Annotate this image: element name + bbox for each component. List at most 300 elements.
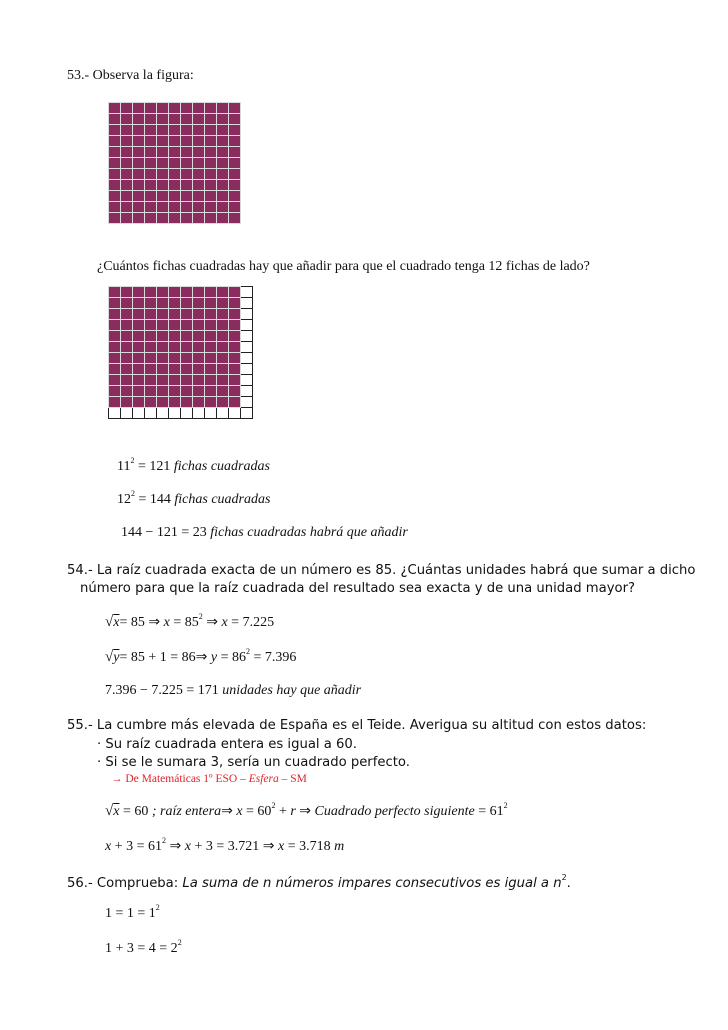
filled-tile [109, 147, 121, 158]
filled-tile [205, 180, 217, 191]
filled-tile [193, 342, 205, 353]
filled-tile [205, 298, 217, 309]
filled-tile [145, 125, 157, 136]
empty-tile [241, 397, 253, 408]
filled-tile [109, 386, 121, 397]
grid-row [109, 202, 241, 213]
grid-row [109, 342, 253, 353]
equation-sum-2: $1 + 3 = 4 = 2^2$ [105, 938, 182, 956]
filled-tile [121, 213, 133, 224]
filled-tile [205, 287, 217, 298]
filled-tile [205, 147, 217, 158]
filled-tile [169, 103, 181, 114]
empty-tile [241, 342, 253, 353]
filled-tile [181, 364, 193, 375]
filled-tile [109, 309, 121, 320]
filled-tile [205, 136, 217, 147]
filled-tile [145, 353, 157, 364]
empty-tile [241, 298, 253, 309]
grid-row [109, 375, 253, 386]
filled-tile [205, 397, 217, 408]
filled-tile [145, 342, 157, 353]
filled-tile [121, 169, 133, 180]
filled-tile [157, 180, 169, 191]
filled-tile [205, 364, 217, 375]
filled-tile [145, 169, 157, 180]
filled-tile [193, 103, 205, 114]
filled-tile [193, 213, 205, 224]
filled-tile [145, 213, 157, 224]
filled-tile [217, 180, 229, 191]
grid-row [109, 158, 241, 169]
grid-row [109, 180, 241, 191]
filled-tile [217, 147, 229, 158]
filled-tile [181, 397, 193, 408]
filled-tile [157, 125, 169, 136]
filled-tile [193, 364, 205, 375]
filled-tile [205, 331, 217, 342]
filled-tile [133, 136, 145, 147]
filled-tile [169, 331, 181, 342]
filled-tile [217, 191, 229, 202]
filled-tile [109, 125, 121, 136]
filled-tile [229, 331, 241, 342]
filled-tile [145, 158, 157, 169]
empty-tile [241, 287, 253, 298]
filled-tile [169, 114, 181, 125]
filled-tile [217, 169, 229, 180]
filled-tile [217, 114, 229, 125]
filled-tile [205, 320, 217, 331]
filled-tile [157, 386, 169, 397]
filled-tile [217, 353, 229, 364]
filled-tile [229, 386, 241, 397]
filled-tile [169, 213, 181, 224]
equation-sum-1: $1 = 1 = 1^2$ [105, 903, 160, 921]
filled-tile [205, 309, 217, 320]
filled-tile [133, 375, 145, 386]
filled-tile [157, 103, 169, 114]
filled-tile [133, 364, 145, 375]
filled-tile [169, 309, 181, 320]
filled-tile [157, 331, 169, 342]
filled-tile [217, 320, 229, 331]
filled-tile [181, 298, 193, 309]
filled-tile [181, 158, 193, 169]
filled-tile [217, 103, 229, 114]
grid-row [109, 386, 253, 397]
filled-tile [109, 287, 121, 298]
filled-tile [169, 191, 181, 202]
filled-tile [229, 202, 241, 213]
filled-tile [205, 191, 217, 202]
grid-row [109, 364, 253, 375]
filled-tile [229, 103, 241, 114]
empty-tile [241, 331, 253, 342]
problem-55-line1: 55.- La cumbre más elevada de España es el Teide. Averigua su altitud con estos datos: [67, 718, 647, 733]
problem-54-line2: número para que la raíz cuadrada del resultado sea exacta y de una unidad mayor? [80, 581, 636, 596]
filled-tile [229, 375, 241, 386]
filled-tile [109, 213, 121, 224]
grid-row [109, 169, 241, 180]
grid-11x11-figure [108, 102, 241, 224]
filled-tile [121, 309, 133, 320]
grid-row [109, 408, 253, 419]
filled-tile [169, 158, 181, 169]
filled-tile [217, 298, 229, 309]
filled-tile [109, 202, 121, 213]
filled-tile [133, 287, 145, 298]
filled-tile [169, 136, 181, 147]
filled-tile [121, 298, 133, 309]
filled-tile [217, 158, 229, 169]
filled-tile [109, 331, 121, 342]
filled-tile [133, 125, 145, 136]
filled-tile [217, 364, 229, 375]
filled-tile [157, 320, 169, 331]
source-reference: → De Matemáticas 1º ESO – Esfera – SM [111, 773, 307, 785]
filled-tile [217, 331, 229, 342]
filled-tile [157, 364, 169, 375]
empty-tile [121, 408, 133, 419]
filled-tile [169, 386, 181, 397]
filled-tile [193, 386, 205, 397]
grid-12x12-figure [108, 286, 253, 419]
equation-integer-root: √x = 60 ; raíz entera⇒ $x = 60^2 + r$ ⇒ Cuadrado perfecto siguiente = $61^2$ [105, 801, 508, 819]
filled-tile [205, 386, 217, 397]
filled-tile [181, 180, 193, 191]
filled-tile [229, 114, 241, 125]
filled-tile [145, 320, 157, 331]
filled-tile [145, 397, 157, 408]
filled-tile [169, 342, 181, 353]
grid-row [109, 298, 253, 309]
grid-row [109, 353, 253, 364]
filled-tile [169, 180, 181, 191]
filled-tile [229, 213, 241, 224]
filled-tile [133, 342, 145, 353]
filled-tile [217, 397, 229, 408]
filled-tile [229, 309, 241, 320]
filled-tile [169, 298, 181, 309]
empty-tile [241, 364, 253, 375]
filled-tile [157, 397, 169, 408]
filled-tile [157, 114, 169, 125]
filled-tile [133, 114, 145, 125]
filled-tile [205, 375, 217, 386]
filled-tile [157, 169, 169, 180]
filled-tile [181, 202, 193, 213]
equation-difference: 144 − 121 = 23 fichas cuadradas habrá que añadir [121, 525, 408, 540]
filled-tile [109, 298, 121, 309]
filled-tile [205, 202, 217, 213]
grid-row [109, 125, 241, 136]
filled-tile [193, 320, 205, 331]
filled-tile [133, 202, 145, 213]
empty-tile [241, 320, 253, 331]
filled-tile [145, 180, 157, 191]
filled-tile [169, 202, 181, 213]
filled-tile [217, 213, 229, 224]
filled-tile [193, 125, 205, 136]
problem-56-title: 56.- Comprueba: La suma de n números impares consecutivos es igual a $n^2$. [67, 873, 571, 891]
filled-tile [121, 202, 133, 213]
filled-tile [145, 191, 157, 202]
filled-tile [181, 320, 193, 331]
equation-teide-result: $x + 3 = 61^2$ ⇒ x + 3 = 3.721 ⇒ x = 3.718 m [105, 836, 345, 854]
filled-tile [109, 353, 121, 364]
filled-tile [205, 213, 217, 224]
filled-tile [121, 136, 133, 147]
filled-tile [109, 342, 121, 353]
filled-tile [217, 125, 229, 136]
filled-tile [181, 353, 193, 364]
filled-tile [181, 309, 193, 320]
grid-row [109, 191, 241, 202]
filled-tile [169, 147, 181, 158]
filled-tile [169, 125, 181, 136]
filled-tile [133, 158, 145, 169]
filled-tile [145, 287, 157, 298]
filled-tile [157, 342, 169, 353]
filled-tile [145, 202, 157, 213]
filled-tile [145, 375, 157, 386]
empty-tile [145, 408, 157, 419]
filled-tile [157, 375, 169, 386]
filled-tile [205, 169, 217, 180]
filled-tile [193, 147, 205, 158]
filled-tile [193, 202, 205, 213]
filled-tile [193, 397, 205, 408]
filled-tile [121, 103, 133, 114]
filled-tile [121, 353, 133, 364]
filled-tile [157, 191, 169, 202]
filled-tile [229, 298, 241, 309]
filled-tile [169, 397, 181, 408]
filled-tile [193, 331, 205, 342]
empty-tile [181, 408, 193, 419]
filled-tile [133, 298, 145, 309]
equation-sqrt-y: √y= 85 + 1 = 86⇒ $y = 86^2 = 7.396$ [105, 647, 297, 665]
filled-tile [217, 386, 229, 397]
filled-tile [133, 180, 145, 191]
filled-tile [109, 114, 121, 125]
filled-tile [133, 213, 145, 224]
filled-tile [193, 158, 205, 169]
filled-tile [193, 298, 205, 309]
filled-tile [157, 202, 169, 213]
filled-tile [181, 287, 193, 298]
empty-tile [109, 408, 121, 419]
filled-tile [169, 287, 181, 298]
filled-tile [145, 114, 157, 125]
problem-53-title: 53.- Observa la figura: [67, 68, 194, 83]
filled-tile [181, 114, 193, 125]
filled-tile [145, 103, 157, 114]
filled-tile [181, 125, 193, 136]
filled-tile [193, 169, 205, 180]
filled-tile [133, 331, 145, 342]
problem-55-bullet2: · Si se le sumara 3, sería un cuadrado perfecto. [97, 755, 410, 770]
filled-tile [157, 213, 169, 224]
filled-tile [181, 191, 193, 202]
filled-tile [109, 158, 121, 169]
filled-tile [229, 147, 241, 158]
empty-tile [133, 408, 145, 419]
filled-tile [169, 169, 181, 180]
filled-tile [229, 191, 241, 202]
filled-tile [229, 353, 241, 364]
filled-tile [109, 136, 121, 147]
filled-tile [145, 147, 157, 158]
empty-tile [157, 408, 169, 419]
grid-row [109, 136, 241, 147]
filled-tile [109, 320, 121, 331]
filled-tile [181, 331, 193, 342]
filled-tile [229, 169, 241, 180]
filled-tile [229, 342, 241, 353]
filled-tile [193, 180, 205, 191]
filled-tile [217, 202, 229, 213]
filled-tile [133, 169, 145, 180]
grid-row [109, 320, 253, 331]
empty-tile [241, 408, 253, 419]
grid-row [109, 213, 241, 224]
filled-tile [145, 298, 157, 309]
filled-tile [169, 364, 181, 375]
filled-tile [121, 158, 133, 169]
filled-tile [109, 103, 121, 114]
filled-tile [157, 287, 169, 298]
grid-row [109, 331, 253, 342]
grid-row [109, 309, 253, 320]
filled-tile [169, 353, 181, 364]
filled-tile [145, 364, 157, 375]
filled-tile [229, 397, 241, 408]
filled-tile [121, 375, 133, 386]
filled-tile [229, 125, 241, 136]
filled-tile [121, 180, 133, 191]
filled-tile [133, 191, 145, 202]
filled-tile [193, 114, 205, 125]
filled-tile [133, 309, 145, 320]
filled-tile [133, 147, 145, 158]
grid-row [109, 147, 241, 158]
filled-tile [193, 353, 205, 364]
filled-tile [157, 136, 169, 147]
filled-tile [157, 353, 169, 364]
filled-tile [181, 386, 193, 397]
filled-tile [193, 375, 205, 386]
filled-tile [217, 287, 229, 298]
filled-tile [181, 375, 193, 386]
grid-row [109, 287, 253, 298]
grid-row [109, 397, 253, 408]
filled-tile [217, 309, 229, 320]
filled-tile [145, 386, 157, 397]
filled-tile [145, 331, 157, 342]
filled-tile [229, 364, 241, 375]
empty-tile [241, 353, 253, 364]
filled-tile [181, 136, 193, 147]
empty-tile [241, 386, 253, 397]
filled-tile [121, 386, 133, 397]
filled-tile [181, 213, 193, 224]
filled-tile [121, 191, 133, 202]
filled-tile [157, 298, 169, 309]
filled-tile [109, 364, 121, 375]
filled-tile [121, 320, 133, 331]
empty-tile [241, 309, 253, 320]
filled-tile [133, 353, 145, 364]
filled-tile [121, 397, 133, 408]
filled-tile [229, 287, 241, 298]
grid-row [109, 103, 241, 114]
grid-row [109, 114, 241, 125]
filled-tile [157, 158, 169, 169]
filled-tile [133, 397, 145, 408]
filled-tile [193, 136, 205, 147]
equation-11-squared: $11^2 = 121$ fichas cuadradas [117, 456, 270, 474]
filled-tile [193, 287, 205, 298]
filled-tile [109, 191, 121, 202]
filled-tile [205, 353, 217, 364]
filled-tile [169, 375, 181, 386]
filled-tile [229, 320, 241, 331]
equation-12-squared: $12^2 = 144$ fichas cuadradas [117, 489, 271, 507]
filled-tile [145, 309, 157, 320]
problem-54-line1: 54.- La raíz cuadrada exacta de un número es 85. ¿Cuántas unidades habrá que sumar a dicho [67, 563, 696, 578]
filled-tile [121, 342, 133, 353]
empty-tile [169, 408, 181, 419]
filled-tile [121, 364, 133, 375]
equation-units-difference: 7.396 − 7.225 = 171 unidades hay que añadir [105, 683, 362, 698]
filled-tile [169, 320, 181, 331]
filled-tile [157, 309, 169, 320]
filled-tile [181, 169, 193, 180]
filled-tile [157, 147, 169, 158]
problem-53-question: ¿Cuántos fichas cuadradas hay que añadir para que el cuadrado tenga 12 fichas de lado? [97, 259, 590, 274]
filled-tile [229, 158, 241, 169]
filled-tile [217, 136, 229, 147]
filled-tile [109, 397, 121, 408]
empty-tile [229, 408, 241, 419]
empty-tile [205, 408, 217, 419]
problem-55-bullet1: · Su raíz cuadrada entera es igual a 60. [97, 737, 357, 752]
empty-tile [241, 375, 253, 386]
filled-tile [109, 375, 121, 386]
filled-tile [121, 287, 133, 298]
filled-tile [145, 136, 157, 147]
filled-tile [205, 125, 217, 136]
empty-tile [217, 408, 229, 419]
filled-tile [181, 342, 193, 353]
filled-tile [181, 103, 193, 114]
filled-tile [133, 103, 145, 114]
filled-tile [133, 320, 145, 331]
filled-tile [229, 136, 241, 147]
empty-tile [193, 408, 205, 419]
filled-tile [205, 103, 217, 114]
filled-tile [109, 180, 121, 191]
filled-tile [121, 331, 133, 342]
filled-tile [109, 169, 121, 180]
filled-tile [133, 386, 145, 397]
filled-tile [121, 114, 133, 125]
filled-tile [121, 125, 133, 136]
equation-sqrt-x: √x= 85 ⇒ $x = 85^2$ ⇒ x = 7.225 [105, 612, 275, 630]
filled-tile [205, 114, 217, 125]
